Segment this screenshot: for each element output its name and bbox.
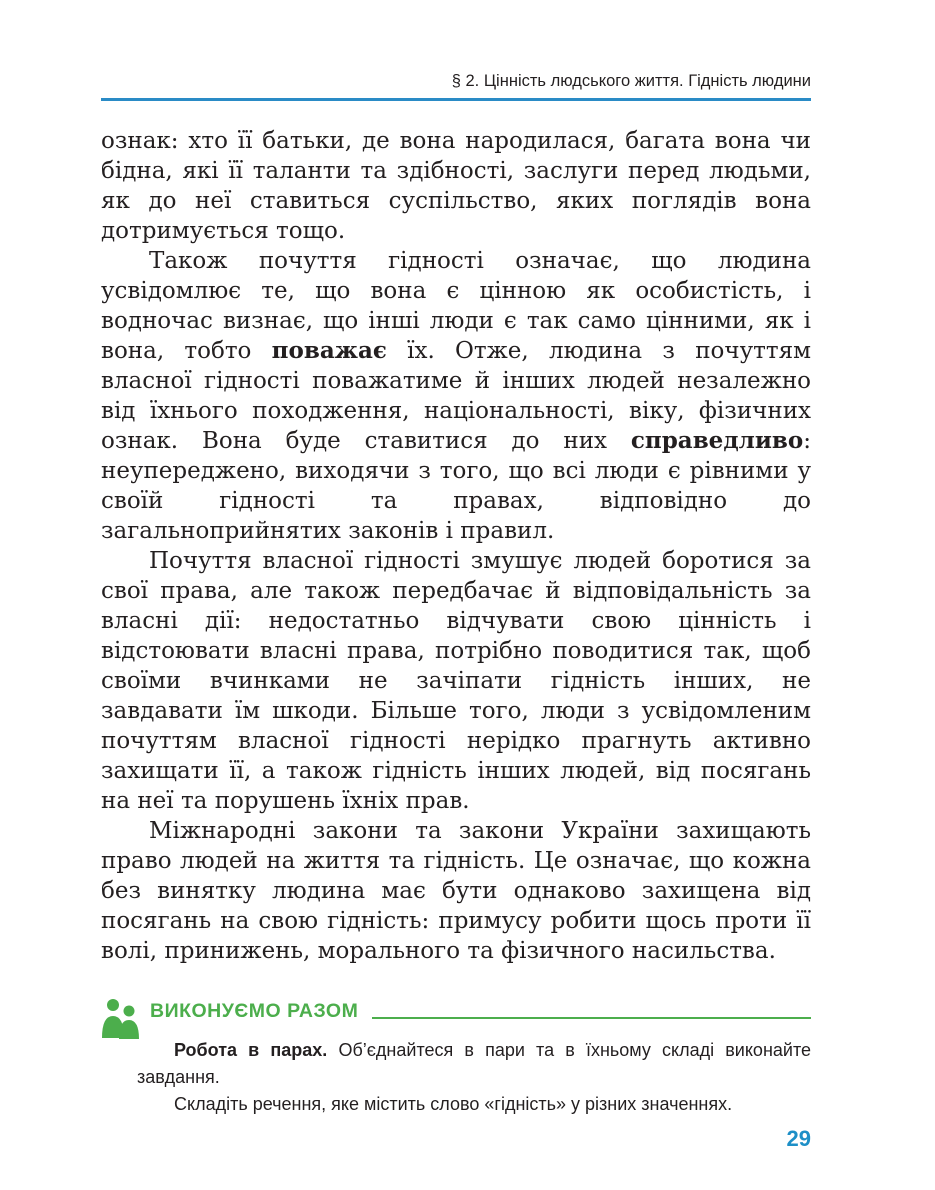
- task-instruction: Складіть речення, яке містить слово «гідність» у різних значеннях.: [174, 1094, 733, 1114]
- main-text: [101, 126, 811, 966]
- paragraph-2-part-a: Також почуття гідності означає, що людина усвідомлює те, що вона є цінною як особистість, і водночас визнає, що інші люди є так само цінними, як і вона, тобто: [101, 248, 811, 364]
- paragraph-2-part-c: : неупереджено, виходячи з того, що всі люди є рівними у своїй гідності та правах, відповідно до загальноприйнятих законів і правил.: [101, 428, 811, 544]
- task-label: Робота в парах.: [174, 1040, 328, 1060]
- paragraph-2: [101, 246, 811, 546]
- task-paragraph: [137, 1037, 811, 1091]
- bold-term-fairly: справедливо: [630, 427, 804, 454]
- running-header: § 2. Цінність людського життя. Гідність людини: [451, 72, 811, 90]
- paragraph-3: Почуття власної гідності змушує людей боротися за свої права, але також передбачає й відповідальність за власні дії: недостатньо відчувати свою цінність і відстоювати власні права, потрібно поводитися так, щоб своїми вчинками не зачіпати гідність інших, не завдавати їм шкоди. Більше того, люди з усвідомленим почуттям власної гідності нерідко прагнуть активно захищати її, а також гідність інших людей, від посягань на неї та порушень їхніх прав.: [101, 548, 811, 814]
- paragraph-2-part-b: їх. Отже, людина з почуттям власної гідності поважатиме й інших людей незалежно від їхнього походження, національності, віку, фізичних ознак. Вона буде ставитися до них: [101, 338, 811, 454]
- task-block: [137, 1037, 811, 1118]
- paragraph-1: ознак: хто її батьки, де вона народилася, багата вона чи бідна, які її таланти та здібності, заслуги перед людьми, як до неї ставиться суспільство, яких поглядів вона дотримується тощо.: [101, 128, 811, 244]
- page-number: 29: [786, 1126, 811, 1151]
- paragraph-4: Міжнародні закони та закони України захищають право людей на життя та гідність. Це означає, що кожна без винятку людина має бути однаково захищена від посягань на свою гідність: примусу робити щось проти її волі, принижень, морального та фізичного насильства.: [101, 818, 811, 964]
- section-title: ВИКОНУЄМО РАЗОМ: [150, 1000, 359, 1022]
- header-divider: [101, 98, 811, 101]
- bold-term-respects: поважає: [271, 337, 387, 364]
- group-people-icon: [100, 998, 140, 1040]
- section-divider: [372, 1017, 811, 1019]
- task-text: Об’єднайтеся в пари та в їхньому складі виконайте завдання.: [137, 1040, 811, 1087]
